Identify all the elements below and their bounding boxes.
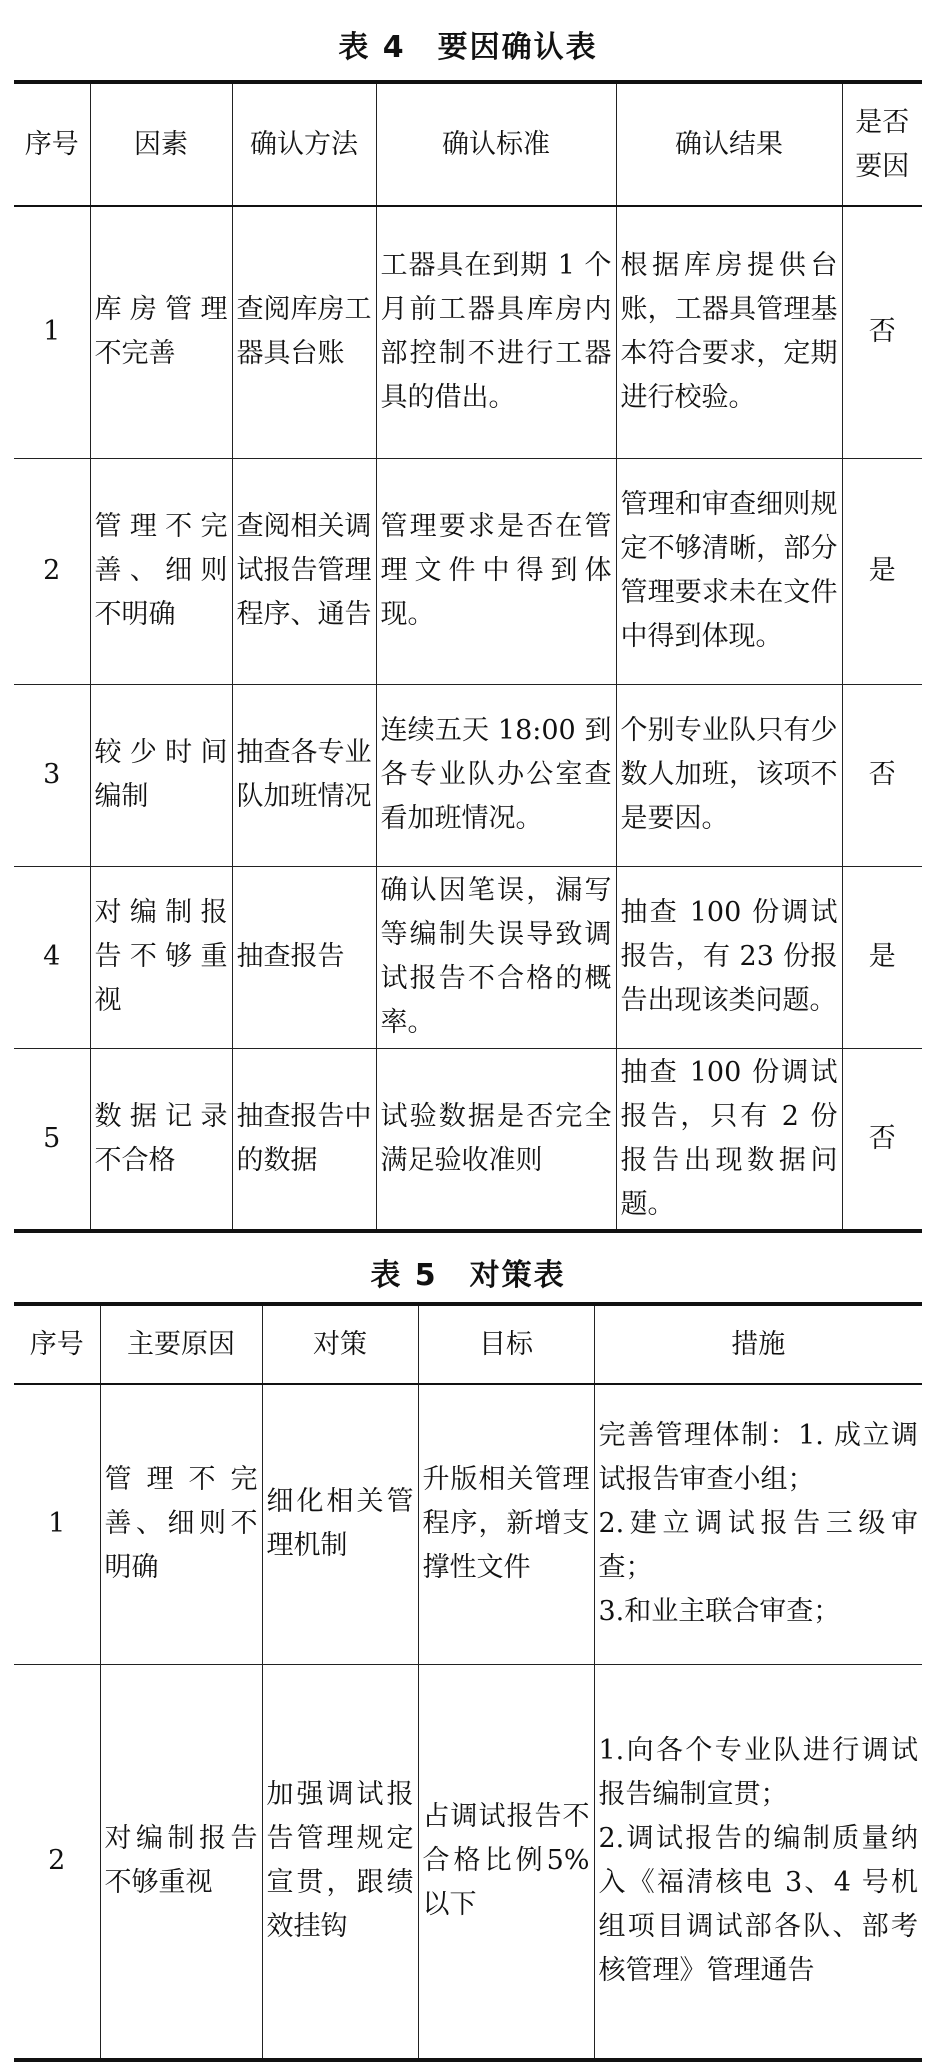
row-index: 2 — [14, 1664, 100, 2060]
row-standard: 连续五天 18:00 到各专业队办公室查看加班情况。 — [376, 684, 616, 866]
measure-line: 3.和业主联合审查； — [598, 1596, 841, 1628]
measure-line: 2.建立调试报告三级审查； — [598, 1508, 918, 1584]
measure-line: 1.向各个专业队进行调试报告编制宣贯； — [598, 1735, 918, 1811]
header-main-cause: 主要原因 — [100, 1304, 262, 1384]
row-index: 2 — [14, 458, 90, 684]
header-standard: 确认标准 — [376, 82, 616, 206]
row-method: 查阅相关调试报告管理程序、通告 — [232, 458, 376, 684]
row-index: 1 — [14, 1384, 100, 1664]
header-target: 目标 — [418, 1304, 594, 1384]
row-is-key-factor: 否 — [842, 1048, 922, 1231]
row-index: 3 — [14, 684, 90, 866]
row-is-key-factor: 否 — [842, 206, 922, 458]
header-is-key-factor: 是否要因 — [842, 82, 922, 206]
row-result: 抽查 100 份调试报告，有 23 份报告出现该类问题。 — [616, 866, 842, 1048]
row-method: 抽查报告 — [232, 866, 376, 1048]
row-standard: 管理要求是否在管理文件中得到体现。 — [376, 458, 616, 684]
row-method: 查阅库房工器具台账 — [232, 206, 376, 458]
row-method: 抽查各专业队加班情况 — [232, 684, 376, 866]
row-factor: 数据记录不合格 — [90, 1048, 232, 1231]
table5-caption: 表 5 对策表 — [370, 1258, 566, 1293]
row-measures — [594, 1384, 922, 1664]
header-countermeasure: 对策 — [262, 1304, 418, 1384]
row-is-key-factor: 是 — [842, 458, 922, 684]
header-index: 序号 — [14, 82, 90, 206]
row-result: 抽查 100 份调试报告，只有 2 份报告出现数据问题。 — [616, 1048, 842, 1231]
table4-header-row — [14, 82, 922, 206]
row-index: 5 — [14, 1048, 90, 1231]
row-factor: 库房管理不完善 — [90, 206, 232, 458]
row-method: 抽查报告中的数据 — [232, 1048, 376, 1231]
row-factor: 对编制报告不够重视 — [90, 866, 232, 1048]
row-index: 1 — [14, 206, 90, 458]
table-row — [14, 1048, 922, 1231]
row-target: 占调试报告不合格比例5%以下 — [418, 1664, 594, 2060]
row-measures — [594, 1664, 922, 2060]
table-row — [14, 458, 922, 684]
row-result: 个别专业队只有少数人加班，该项不是要因。 — [616, 684, 842, 866]
row-result: 根据库房提供台账，工器具管理基本符合要求，定期进行校验。 — [616, 206, 842, 458]
row-is-key-factor: 否 — [842, 684, 922, 866]
header-factor: 因素 — [90, 82, 232, 206]
factor-confirmation-table — [14, 80, 922, 1233]
header-index: 序号 — [14, 1304, 100, 1384]
table-row — [14, 684, 922, 866]
row-main-cause: 对编制报告不够重视 — [100, 1664, 262, 2060]
row-countermeasure: 加强调试报告管理规定宣贯，跟绩效挂钩 — [262, 1664, 418, 2060]
table4-caption: 表 4 要因确认表 — [338, 30, 598, 65]
row-main-cause: 管理不完善、细则不明确 — [100, 1384, 262, 1664]
row-index: 4 — [14, 866, 90, 1048]
table-row — [14, 1664, 922, 2060]
row-target: 升版相关管理程序，新增支撑性文件 — [418, 1384, 594, 1664]
measure-line: 2.调试报告的编制质量纳入《福清核电 3、4 号机组项目调试部各队、部考核管理》管理通告 — [598, 1823, 918, 1987]
table-row — [14, 1384, 922, 1664]
row-factor: 较少时间编制 — [90, 684, 232, 866]
table-row — [14, 206, 922, 458]
row-standard: 试验数据是否完全满足验收准则 — [376, 1048, 616, 1231]
row-standard: 工器具在到期 1 个月前工器具库房内部控制不进行工器具的借出。 — [376, 206, 616, 458]
measure-line: 完善管理体制：1. 成立调试报告审查小组； — [598, 1420, 918, 1496]
countermeasure-table — [14, 1302, 922, 2062]
table-row — [14, 866, 922, 1048]
row-factor: 管理不完善、细则不明确 — [90, 458, 232, 684]
row-result: 管理和审查细则规定不够清晰，部分管理要求未在文件中得到体现。 — [616, 458, 842, 684]
header-measures: 措施 — [594, 1304, 922, 1384]
header-method: 确认方法 — [232, 82, 376, 206]
header-result: 确认结果 — [616, 82, 842, 206]
table5-header-row — [14, 1304, 922, 1384]
row-is-key-factor: 是 — [842, 866, 922, 1048]
row-countermeasure: 细化相关管理机制 — [262, 1384, 418, 1664]
row-standard: 确认因笔误，漏写等编制失误导致调试报告不合格的概率。 — [376, 866, 616, 1048]
